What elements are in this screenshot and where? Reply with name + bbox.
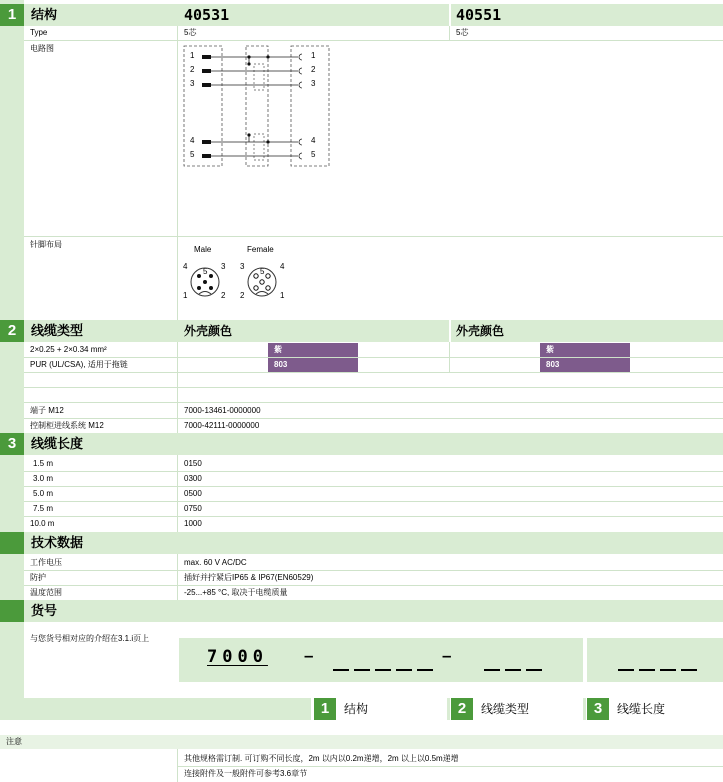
- row-divider: [24, 40, 723, 41]
- order-blank[interactable]: [660, 668, 676, 671]
- cable-spec-label: 2×0.25 + 2×0.34 mm²: [30, 345, 107, 354]
- female-pin-5: 5: [260, 267, 265, 276]
- legend-label-2: 线缆类型: [481, 702, 530, 716]
- legend-num-3: 3: [587, 698, 609, 720]
- row-divider: [24, 570, 723, 571]
- type-value-40531: 5芯: [184, 28, 197, 37]
- col-divider: [449, 342, 450, 372]
- order-blank[interactable]: [354, 668, 370, 671]
- length-10-0-value: 1000: [184, 519, 202, 528]
- temperature-value: -25...+85 °C, 取决于电缆质量: [184, 588, 288, 597]
- legend-label-1: 结构: [344, 702, 369, 716]
- length-7-5-value: 0750: [184, 504, 202, 513]
- order-blank[interactable]: [526, 668, 542, 671]
- female-pin-4: 4: [280, 262, 285, 271]
- color-code-1: 803: [268, 358, 358, 372]
- circuit-pin-3-left: 3: [190, 79, 195, 88]
- female-label: Female: [247, 245, 274, 254]
- product-40531-header: 40531: [184, 6, 230, 24]
- male-pin-2: 2: [221, 291, 226, 300]
- order-blank[interactable]: [618, 668, 634, 671]
- terminal-m12-value: 7000-13461-0000000: [184, 406, 261, 415]
- circuit-diagram: [180, 44, 340, 170]
- male-pin-4: 4: [183, 262, 188, 271]
- tech-marker: [0, 532, 24, 554]
- circuit-pin-5-left: 5: [190, 150, 195, 159]
- length-7-5-label: 7.5 m: [33, 504, 54, 513]
- col-divider: [177, 342, 178, 433]
- circuit-pin-2-right: 2: [311, 65, 316, 74]
- section-title: 线缆长度: [31, 436, 84, 451]
- length-3-0-label: 3.0 m: [33, 474, 54, 483]
- circuit-pin-4-left: 4: [190, 136, 195, 145]
- order-marker: [0, 600, 24, 622]
- type-value-40551: 5芯: [456, 28, 469, 37]
- temperature-label: 温度范围: [30, 588, 62, 597]
- protection-label: 防护: [30, 573, 46, 582]
- notes-line-2: 连接附件及一般附件可参考3.6章节: [184, 769, 308, 778]
- voltage-value: max. 60 V AC/DC: [184, 558, 247, 567]
- order-blank[interactable]: [505, 668, 521, 671]
- order-dash-1: –: [304, 646, 314, 665]
- row-divider: [24, 372, 723, 373]
- section-title: 线缆类型: [31, 323, 84, 338]
- product-40551-header: 40551: [456, 6, 502, 24]
- cabinet-entry-value: 7000-42111-0000000: [184, 421, 260, 430]
- header-divider: [449, 4, 451, 26]
- row-divider: [24, 402, 723, 403]
- col-divider: [449, 26, 450, 40]
- section-title: 结构: [31, 7, 58, 22]
- order-dash-2: –: [442, 646, 452, 665]
- type-label: Type: [30, 28, 48, 37]
- pin-layout-label: 针脚布局: [30, 240, 62, 249]
- cabinet-entry-label: 控制柜进线系统 M12: [30, 421, 104, 430]
- voltage-label: 工作电压: [30, 558, 62, 567]
- terminal-m12-label: 端子 M12: [30, 406, 64, 415]
- row-divider: [24, 471, 723, 472]
- legend-num-1: 1: [314, 698, 336, 720]
- section-header: [24, 320, 723, 342]
- protection-value: 插好并拧紧后IP65 & IP67(EN60529): [184, 573, 314, 582]
- notes-line-1: 其他规格需订制. 可订购不同长度，2m 以内以0.2m递增，2m 以上以0.5m递增: [184, 754, 459, 763]
- length-10-0-label: 10.0 m: [30, 519, 55, 528]
- section-number: 3: [0, 433, 24, 455]
- order-prefix: 7000: [207, 647, 268, 667]
- notes-band: [0, 735, 723, 749]
- order-blank[interactable]: [375, 668, 391, 671]
- circuit-pin-1-left: 1: [190, 51, 195, 60]
- length-5-0-value: 0500: [184, 489, 202, 498]
- row-divider: [24, 486, 723, 487]
- male-pin-1: 1: [183, 291, 188, 300]
- circuit-pin-4-right: 4: [311, 136, 316, 145]
- female-pin-3: 3: [240, 262, 245, 271]
- row-divider: [24, 501, 723, 502]
- female-pin-1: 1: [280, 291, 285, 300]
- female-pin-2: 2: [240, 291, 245, 300]
- col-divider: [177, 26, 178, 40]
- left-rail: [0, 0, 24, 698]
- circuit-pin-5-right: 5: [311, 150, 316, 159]
- order-blank[interactable]: [681, 668, 697, 671]
- housing-color-header-2: 外壳颜色: [456, 324, 505, 338]
- male-pin-5: 5: [203, 267, 208, 276]
- section-header: [24, 600, 723, 622]
- order-length-box: [587, 638, 723, 682]
- col-divider: [177, 40, 178, 320]
- col-divider: [177, 455, 178, 532]
- order-blank[interactable]: [639, 668, 655, 671]
- male-pin-3: 3: [221, 262, 226, 271]
- row-divider: [24, 418, 723, 419]
- order-blank[interactable]: [396, 668, 412, 671]
- order-blank[interactable]: [333, 668, 349, 671]
- color-swatch-purple-2: 紫: [540, 343, 630, 357]
- length-3-0-value: 0300: [184, 474, 202, 483]
- legend-num-2: 2: [451, 698, 473, 720]
- row-divider: [24, 585, 723, 586]
- legend-label-3: 线缆长度: [617, 702, 666, 716]
- row-divider: [24, 516, 723, 517]
- section-header: [24, 4, 723, 26]
- circuit-pin-1-right: 1: [311, 51, 316, 60]
- row-divider: [24, 236, 723, 237]
- order-hint: 与您货号相对应的介绍在3.1.i页上: [30, 634, 150, 643]
- section-number: 2: [0, 320, 24, 342]
- housing-color-header-1: 外壳颜色: [184, 324, 233, 338]
- row-divider: [24, 387, 723, 388]
- section-header: [24, 433, 723, 455]
- tech-title: 技术数据: [31, 535, 84, 550]
- color-swatch-purple-1: 紫: [268, 343, 358, 357]
- section-header: [24, 532, 723, 554]
- length-1-5-label: 1.5 m: [33, 459, 54, 468]
- length-1-5-value: 0150: [184, 459, 202, 468]
- color-code-2: 803: [540, 358, 630, 372]
- notes-label: 注意: [6, 737, 22, 746]
- circuit-label: 电路图: [30, 44, 54, 53]
- col-divider: [177, 554, 178, 600]
- length-5-0-label: 5.0 m: [33, 489, 54, 498]
- section-number: 1: [0, 4, 24, 26]
- male-label: Male: [194, 245, 212, 254]
- circuit-pin-2-left: 2: [190, 65, 195, 74]
- order-blank[interactable]: [484, 668, 500, 671]
- header-divider: [449, 320, 451, 342]
- order-title: 货号: [31, 603, 58, 618]
- cable-material-label: PUR (UL/CSA), 适用于拖链: [30, 360, 128, 369]
- order-blank[interactable]: [417, 668, 433, 671]
- circuit-pin-3-right: 3: [311, 79, 316, 88]
